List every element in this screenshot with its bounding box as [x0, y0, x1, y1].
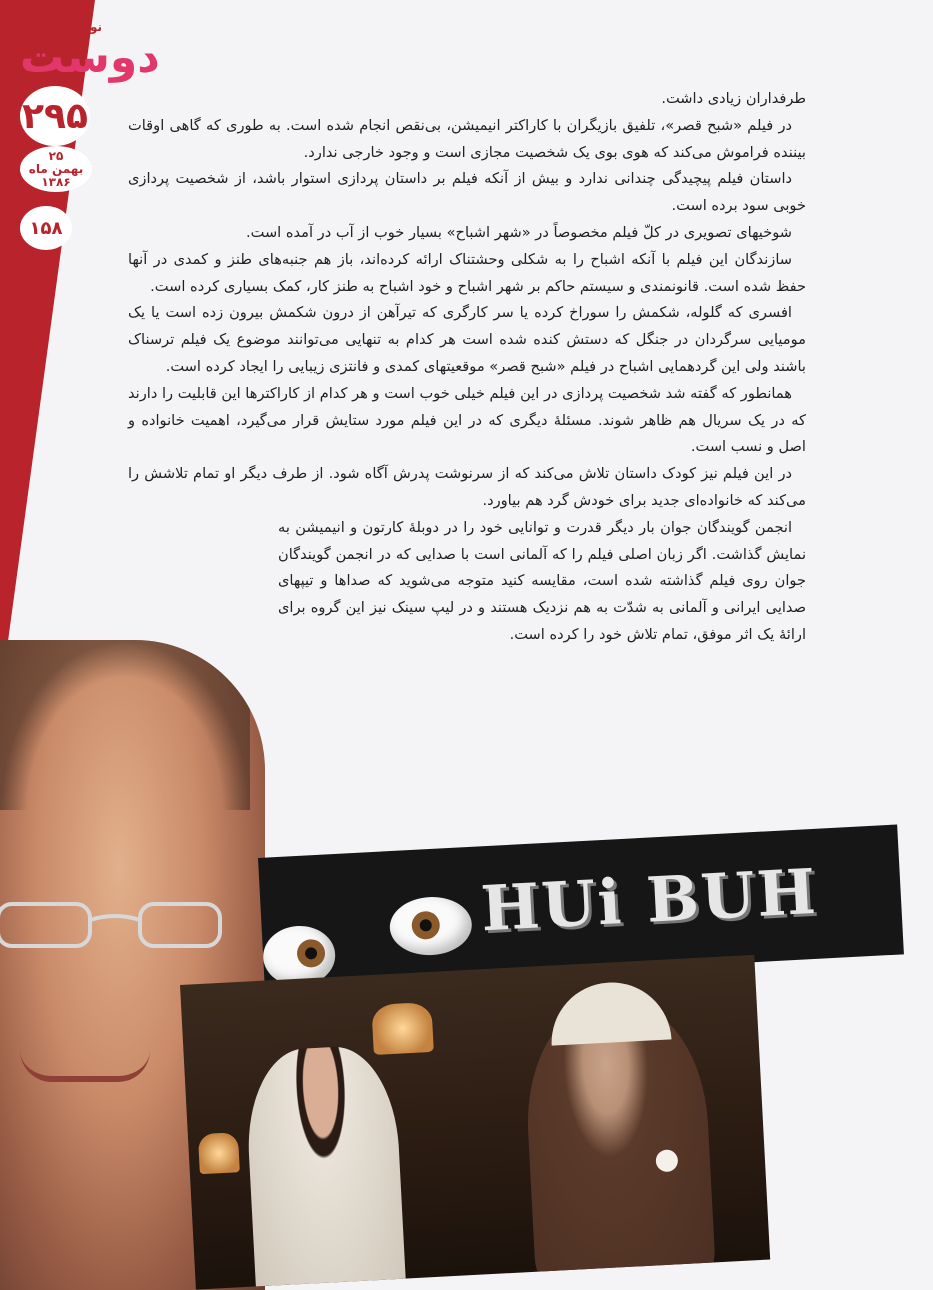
movie-still-photo: [180, 955, 770, 1290]
page-number-badge: [20, 206, 72, 250]
article-paragraph: در فیلم «شبح قصر»، تلفیق بازیگران با کاراکتر انیمیشن، بی‌نقص انجام شده است. به طوری که گاهی اوقات بیننده فراموش می‌کند که هوی بوی یک شخصیت مجازی است و وجود خارجی ندارد.: [128, 116, 806, 161]
magazine-logo: [14, 20, 174, 90]
article-paragraph: همانطور که گفته شد شخصیت پردازی در این فیلم خیلی خوب است و هر کدام از کاراکترها این قابلیت را دارند که در یک سریال هم ظاهر شوند. مسئلهٔ دیگری که در این فیلم مورد ستایش قرار می‌گیرد، اهمیت خانواده و اصل و نسب است.: [128, 384, 806, 456]
article-paragraph: در این فیلم نیز کودک داستان تلاش می‌کند که از سرنوشت پدرش آگاه شود. از طرف دیگر او تمام تلاشش را می‌کند که خانواده‌ای جدید برای خودش گرد هم بیاورد.: [128, 465, 806, 509]
article-body: [128, 86, 806, 649]
page-number: ۱۵۸: [29, 217, 63, 239]
logo-subtitle: نوجوانان: [50, 20, 102, 34]
issue-number: ۲۹۵: [22, 95, 88, 137]
portrait-hair: [0, 640, 250, 810]
article-paragraph: طرفداران زیادی داشت.: [661, 90, 806, 107]
lamp-icon: [371, 1002, 434, 1055]
article-paragraph: سازندگان این فیلم با آنکه اشباح را به شکلی وحشتناک ارائه کرده‌اند، باز هم جنبه‌های طنز و کمدی در آنها حفظ شده است. قانونمندی و سیستم حاکم بر شهر اشباح و خود اشباح به طنز کار، کمک بسیاری کرده است.: [128, 250, 806, 295]
date-day: ۲۵: [48, 148, 64, 163]
portrait-smile: [20, 1050, 150, 1082]
glasses-icon: [0, 898, 240, 958]
movie-title: HUi BUH: [479, 854, 820, 946]
article-paragraph: انجمن گویندگان جوان بار دیگر قدرت و توانایی خود را در دوبلهٔ کارتون و انیمیشن به نمایش گذاشت. اگر زبان اصلی فیلم را که آلمانی است با صدایی که در انجمن گویندگان جوان روی فیلم گذاشته شده است، مقایسه کنید متوجه می‌شوید که صداها و تیپهای صدایی ایرانی و آلمانی به شدّت به هم نزدیک هستند و در لیپ سینک نیز این گروه برای ارائهٔ یک اثر موفق، تمام تلاش خود را کرده است.: [278, 518, 806, 643]
lamp-icon: [198, 1132, 240, 1174]
child-figure: [244, 1044, 407, 1290]
issue-number-badge: [20, 86, 90, 146]
eyeball-icon: [388, 895, 473, 957]
article-paragraph: افسری که گلوله، شکمش را سوراخ کرده یا سر کارگری که تیرآهن از درون شکمش بیرون زده است یا یک مومیایی سرگردان در جنگل که دستش کنده شده است هر کدام به تنهایی می‌توانند موضوع یک فیلم ترسناک باشند ولی این گردهمایی اشباح در فیلم «شبح قصر» موقعیتهای کمدی و فانتزی زیبایی را ایجاد کرده است.: [128, 304, 806, 375]
date-year: ۱۳۸۶: [41, 174, 71, 189]
nightcap: [549, 979, 672, 1045]
article-paragraph: شوخیهای تصویری در کلّ فیلم مخصوصاً در «شهر اشباح» بسیار خوب از آب در آمده است.: [245, 223, 792, 241]
date-month: بهمن ماه: [28, 161, 84, 176]
date-badge: [20, 146, 92, 192]
logo-title: دوست: [20, 32, 160, 83]
article-paragraph: داستان فیلم پیچیدگی چندانی ندارد و بیش از آنکه فیلم بر داستان پردازی استوار باشد، از شخصیت پردازی خوبی سود برده است.: [128, 170, 806, 215]
